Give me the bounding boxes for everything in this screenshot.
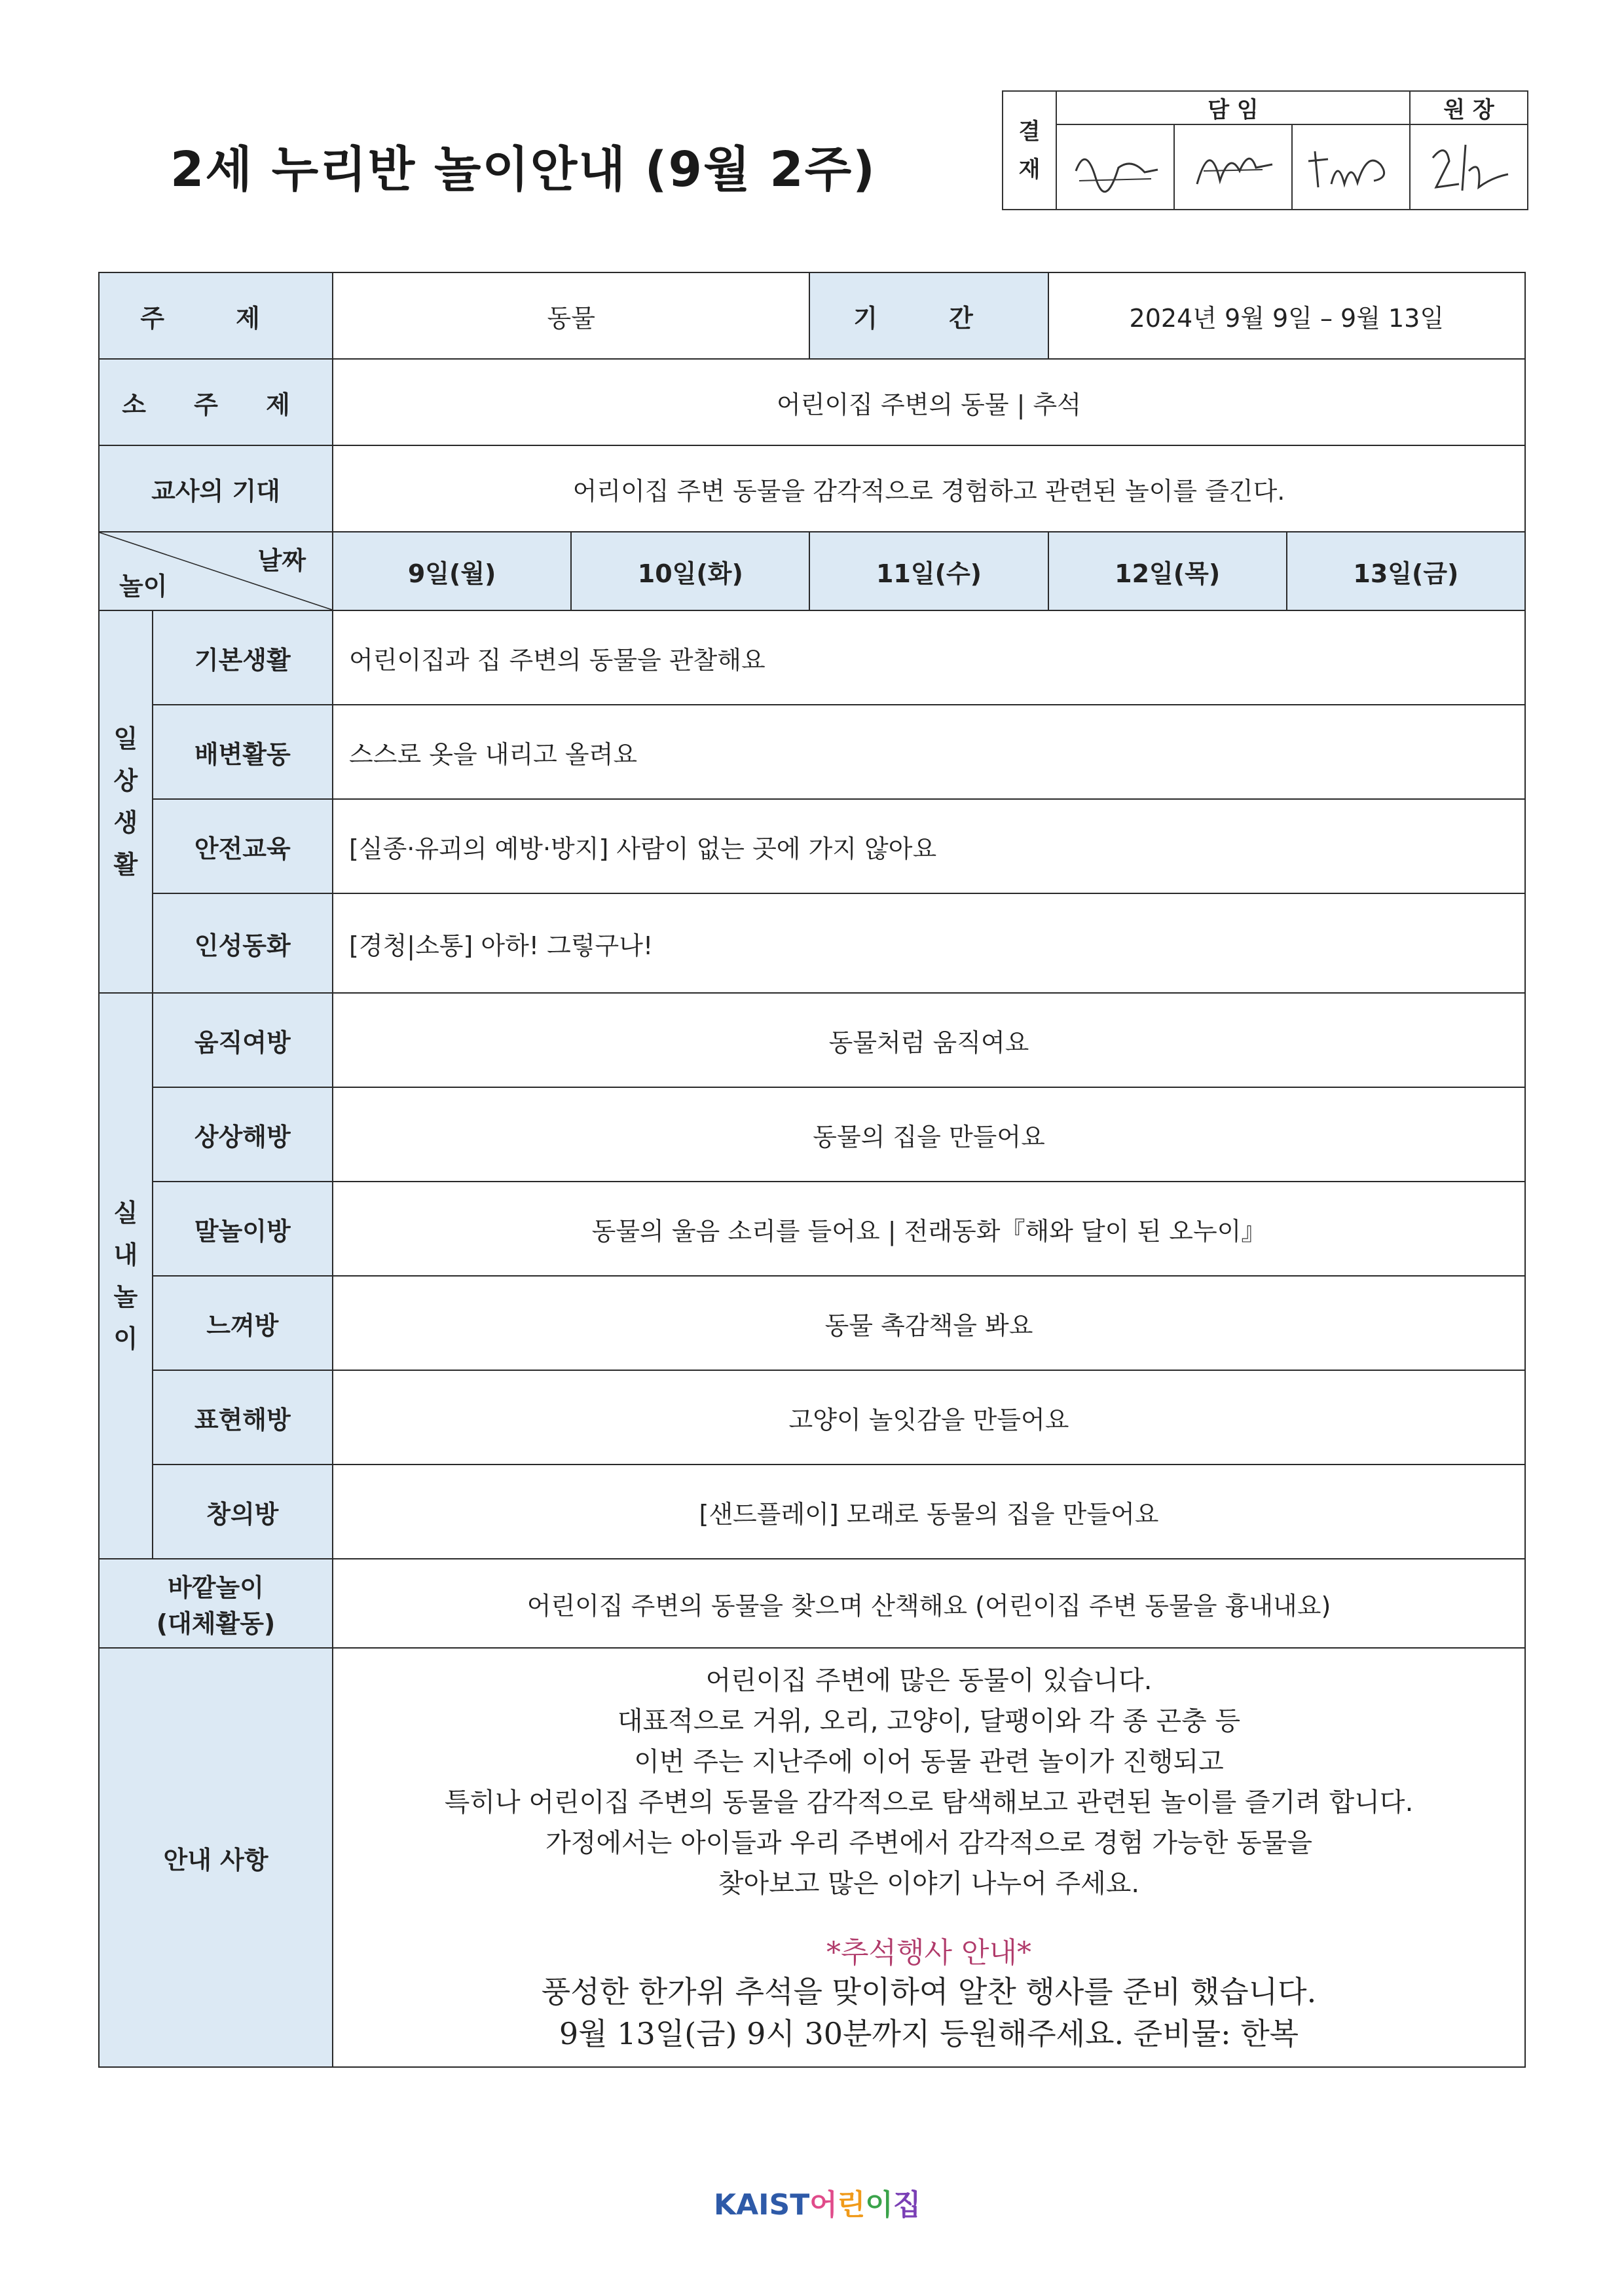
period-value: 2024년 9월 9일 – 9월 13일 (1048, 272, 1525, 359)
date-play-corner (99, 532, 333, 610)
approval-label: 결 재 (1003, 91, 1056, 210)
day-tue: 10일(화) (571, 532, 809, 610)
notice-line: 특히나 어린이집 주변의 동물을 감각적으로 탐색해보고 관련된 놀이를 즐기려 합니다. (444, 1787, 1414, 1818)
row-label: 말놀이방 (153, 1182, 333, 1276)
row-content: 동물의 집을 만들어요 (333, 1087, 1525, 1182)
notice-line: 찾아보고 많은 이야기 나누어 주세요. (718, 1869, 1140, 1899)
notice-content (333, 1648, 1525, 2067)
notice-label: 안내 사항 (99, 1648, 333, 2067)
day-wed: 11일(수) (809, 532, 1048, 610)
row-content: 어린이집과 집 주변의 동물을 관찰해요 (333, 610, 1525, 705)
weekly-plan-table (98, 272, 1526, 2068)
row-label: 표현해방 (153, 1370, 333, 1465)
corner-date: 날짜 (257, 546, 306, 575)
subtheme-value: 어린이집 주변의 동물 | 추석 (333, 359, 1525, 445)
row-label: 기본생활 (153, 610, 333, 705)
row-content: 동물 촉감책을 봐요 (333, 1276, 1525, 1370)
row-label: 상상해방 (153, 1087, 333, 1182)
kaist-daycare-logo: KAIST어린이집 (714, 2188, 921, 2222)
row-content: [샌드플레이] 모래로 동물의 집을 만들어요 (333, 1465, 1525, 1559)
row-label: 안전교육 (153, 799, 333, 893)
indoor-play-category: 실 내 놀 이 (99, 993, 153, 1559)
row-content: 동물처럼 움직여요 (333, 993, 1525, 1087)
approval-box (1002, 90, 1528, 210)
notice-line: 가정에서는 아이들과 우리 주변에서 감각적으로 경험 가능한 동물을 (545, 1828, 1312, 1858)
signature-4 (1410, 124, 1528, 210)
corner-play: 놀이 (119, 572, 168, 601)
outdoor-label: 바깥놀이 (대체활동) (99, 1559, 333, 1648)
teacher-label: 담 임 (1056, 91, 1410, 124)
signature-3 (1292, 124, 1410, 210)
event-title: *추석행사 안내* (826, 1936, 1032, 1969)
director-label: 원 장 (1410, 91, 1528, 124)
expectation-label: 교사의 기대 (99, 445, 333, 532)
row-content: [경청|소통] 아하! 그렇구나! (333, 893, 1525, 993)
row-label: 인성동화 (153, 893, 333, 993)
row-content: 스스로 옷을 내리고 올려요 (333, 705, 1525, 799)
subtheme-label: 소 주 제 (99, 359, 333, 445)
row-content: 동물의 울음 소리를 들어요 | 전래동화『해와 달이 된 오누이』 (333, 1182, 1525, 1276)
row-content: 고양이 놀잇감을 만들어요 (333, 1370, 1525, 1465)
day-mon: 9일(월) (333, 532, 571, 610)
day-fri: 13일(금) (1287, 532, 1525, 610)
day-thu: 12일(목) (1048, 532, 1287, 610)
page-title: 2세 누리반 놀이안내 (9월 2주) (170, 141, 876, 198)
outdoor-content: 어린이집 주변의 동물을 찾으며 산책해요 (어린이집 주변 동물을 흉내내요) (333, 1559, 1525, 1648)
row-label: 창의방 (153, 1465, 333, 1559)
notice-line: 이번 주는 지난주에 이어 동물 관련 놀이가 진행되고 (634, 1747, 1224, 1777)
row-label: 배변활동 (153, 705, 333, 799)
event-line: 풍성한 한가위 추석을 맞이하여 알찬 행사를 준비 했습니다. (541, 1974, 1317, 2009)
row-label: 느껴방 (153, 1276, 333, 1370)
notice-line: 어린이집 주변에 많은 동물이 있습니다. (705, 1666, 1153, 1696)
signature-2 (1174, 124, 1292, 210)
theme-label: 주 제 (99, 272, 333, 359)
signature-1 (1056, 124, 1174, 210)
event-line: 9월 13일(금) 9시 30분까지 등원해주세요. 준비물: 한복 (559, 2016, 1299, 2051)
expectation-value: 어리이집 주변 동물을 감각적으로 경험하고 관련된 놀이를 즐긴다. (333, 445, 1525, 532)
row-label: 움직여방 (153, 993, 333, 1087)
period-label: 기 간 (809, 272, 1048, 359)
row-content: [실종·유괴의 예방·방지] 사람이 없는 곳에 가지 않아요 (333, 799, 1525, 893)
notice-line: 대표적으로 거위, 오리, 고양이, 달팽이와 각 종 곤충 등 (617, 1706, 1241, 1736)
daily-life-category: 일 상 생 활 (99, 610, 153, 993)
theme-value: 동물 (333, 272, 809, 359)
